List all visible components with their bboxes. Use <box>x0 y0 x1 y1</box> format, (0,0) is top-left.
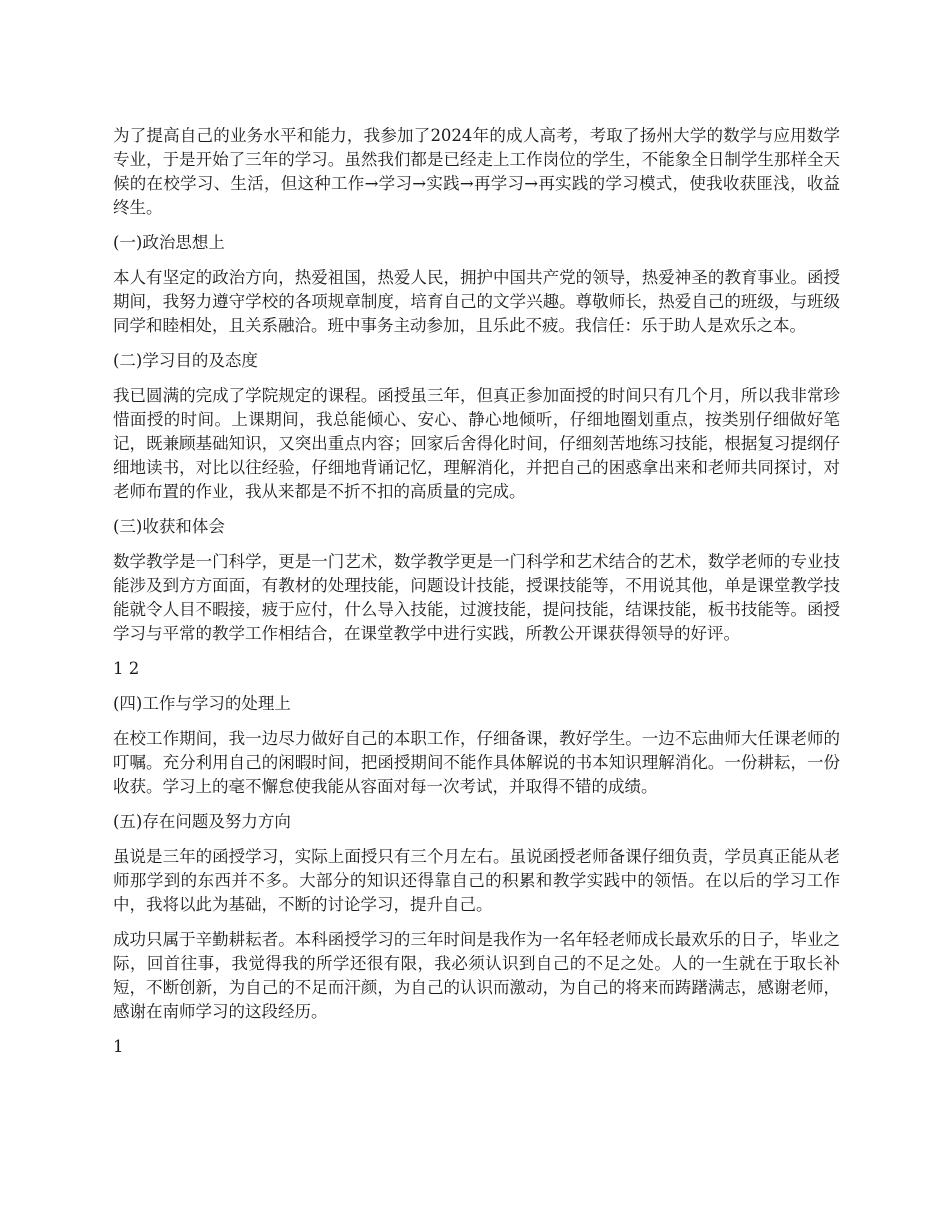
section-heading-politics: (一)政治思想上 <box>113 233 225 252</box>
section-body-problems: 虽说是三年的函授学习，实际上面授只有三个月左右。虽说函授老师备课仔细负责，学员真正能从老师那学到的东西并不多。大部分的知识还得靠自己的积累和教学实践中的领悟。在以后的学习工作中，我将以此为基础，不断的讨论学习，提升自己。 <box>113 847 840 914</box>
section-body-politics: 本人有坚定的政治方向，热爱祖国，热爱人民，拥护中国共产党的领导，热爱神圣的教育事业。函授期间，我努力遵守学校的各项规章制度，培育自己的文学兴趣。尊敬师长，热爱自己的班级，与班级同学和睦相处，且关系融洽。班中事务主动参加，且乐此不疲。我信任：乐于助人是欢乐之本。 <box>113 268 840 335</box>
section-body-gains: 数学教学是一门科学，更是一门艺术，数学教学更是一门科学和艺术结合的艺术，数学老师的专业技能涉及到方方面面，有教材的处理技能，问题设计技能，授课技能等，不用说其他，单是课堂教学技能就令人目不暇接，疲于应付，什么导入技能，过渡技能，提问技能，结课技能，板书技能等。函授学习与平常的教学工作相结合，在课堂教学中进行实践，所教公开课获得领导的好评。 <box>113 552 840 643</box>
section-heading-problems: (五)存在问题及努力方向 <box>113 812 291 831</box>
document-page <box>113 124 840 1070</box>
page-marker: 1 2 <box>113 659 140 678</box>
section-heading-gains: (三)收获和体会 <box>113 517 225 536</box>
intro-paragraph: 为了提高自己的业务水平和能力，我参加了2024年的成人高考，考取了扬州大学的数学与应用数学专业，于是开始了三年的学习。虽然我们都是已经走上工作岗位的学生，不能象全日制学生那样全天候的在校学习、生活，但这种工作→学习→实践→再学习→再实践的学习模式，使我收获匪浅，收益终生。 <box>113 126 840 217</box>
section-body-study-attitude: 我已圆满的完成了学院规定的课程。函授虽三年，但真正参加面授的时间只有几个月，所以我非常珍惜面授的时间。上课期间，我总能倾心、安心、静心地倾听，仔细地圈划重点，按类别仔细做好笔记，既兼顾基础知识，又突出重点内容；回家后舍得化时间，仔细刻苦地练习技能，根据复习提纲仔细地读书，对比以往经验，仔细地背诵记忆，理解消化，并把自己的困惑拿出来和老师共同探讨，对老师布置的作业，我从来都是不折不扣的高质量的完成。 <box>113 386 840 501</box>
closing-paragraph: 成功只属于辛勤耕耘者。本科函授学习的三年时间是我作为一名年轻老师成长最欢乐的日子，毕业之际，回首往事，我觉得我的所学还很有限，我必须认识到自己的不足之处。人的一生就在于取长补短，不断创新，为自己的不足而汗颜，为自己的认识而激动，为自己的将来而踌躇满志，感谢老师，感谢在南师学习的这段经历。 <box>113 930 840 1021</box>
section-heading-work-study: (四)工作与学习的处理上 <box>113 694 291 713</box>
section-heading-study-attitude: (二)学习目的及态度 <box>113 351 258 370</box>
section-body-work-study: 在校工作期间，我一边尽力做好自己的本职工作，仔细备课，教好学生。一边不忘曲师大任课老师的叮嘱。充分利用自己的闲暇时间，把函授期间不能作具体解说的书本知识理解消化。一份耕耘，一份收获。学习上的毫不懈怠使我能从容面对每一次考试，并取得不错的成绩。 <box>113 729 840 796</box>
page-number: 1 <box>113 1037 124 1056</box>
